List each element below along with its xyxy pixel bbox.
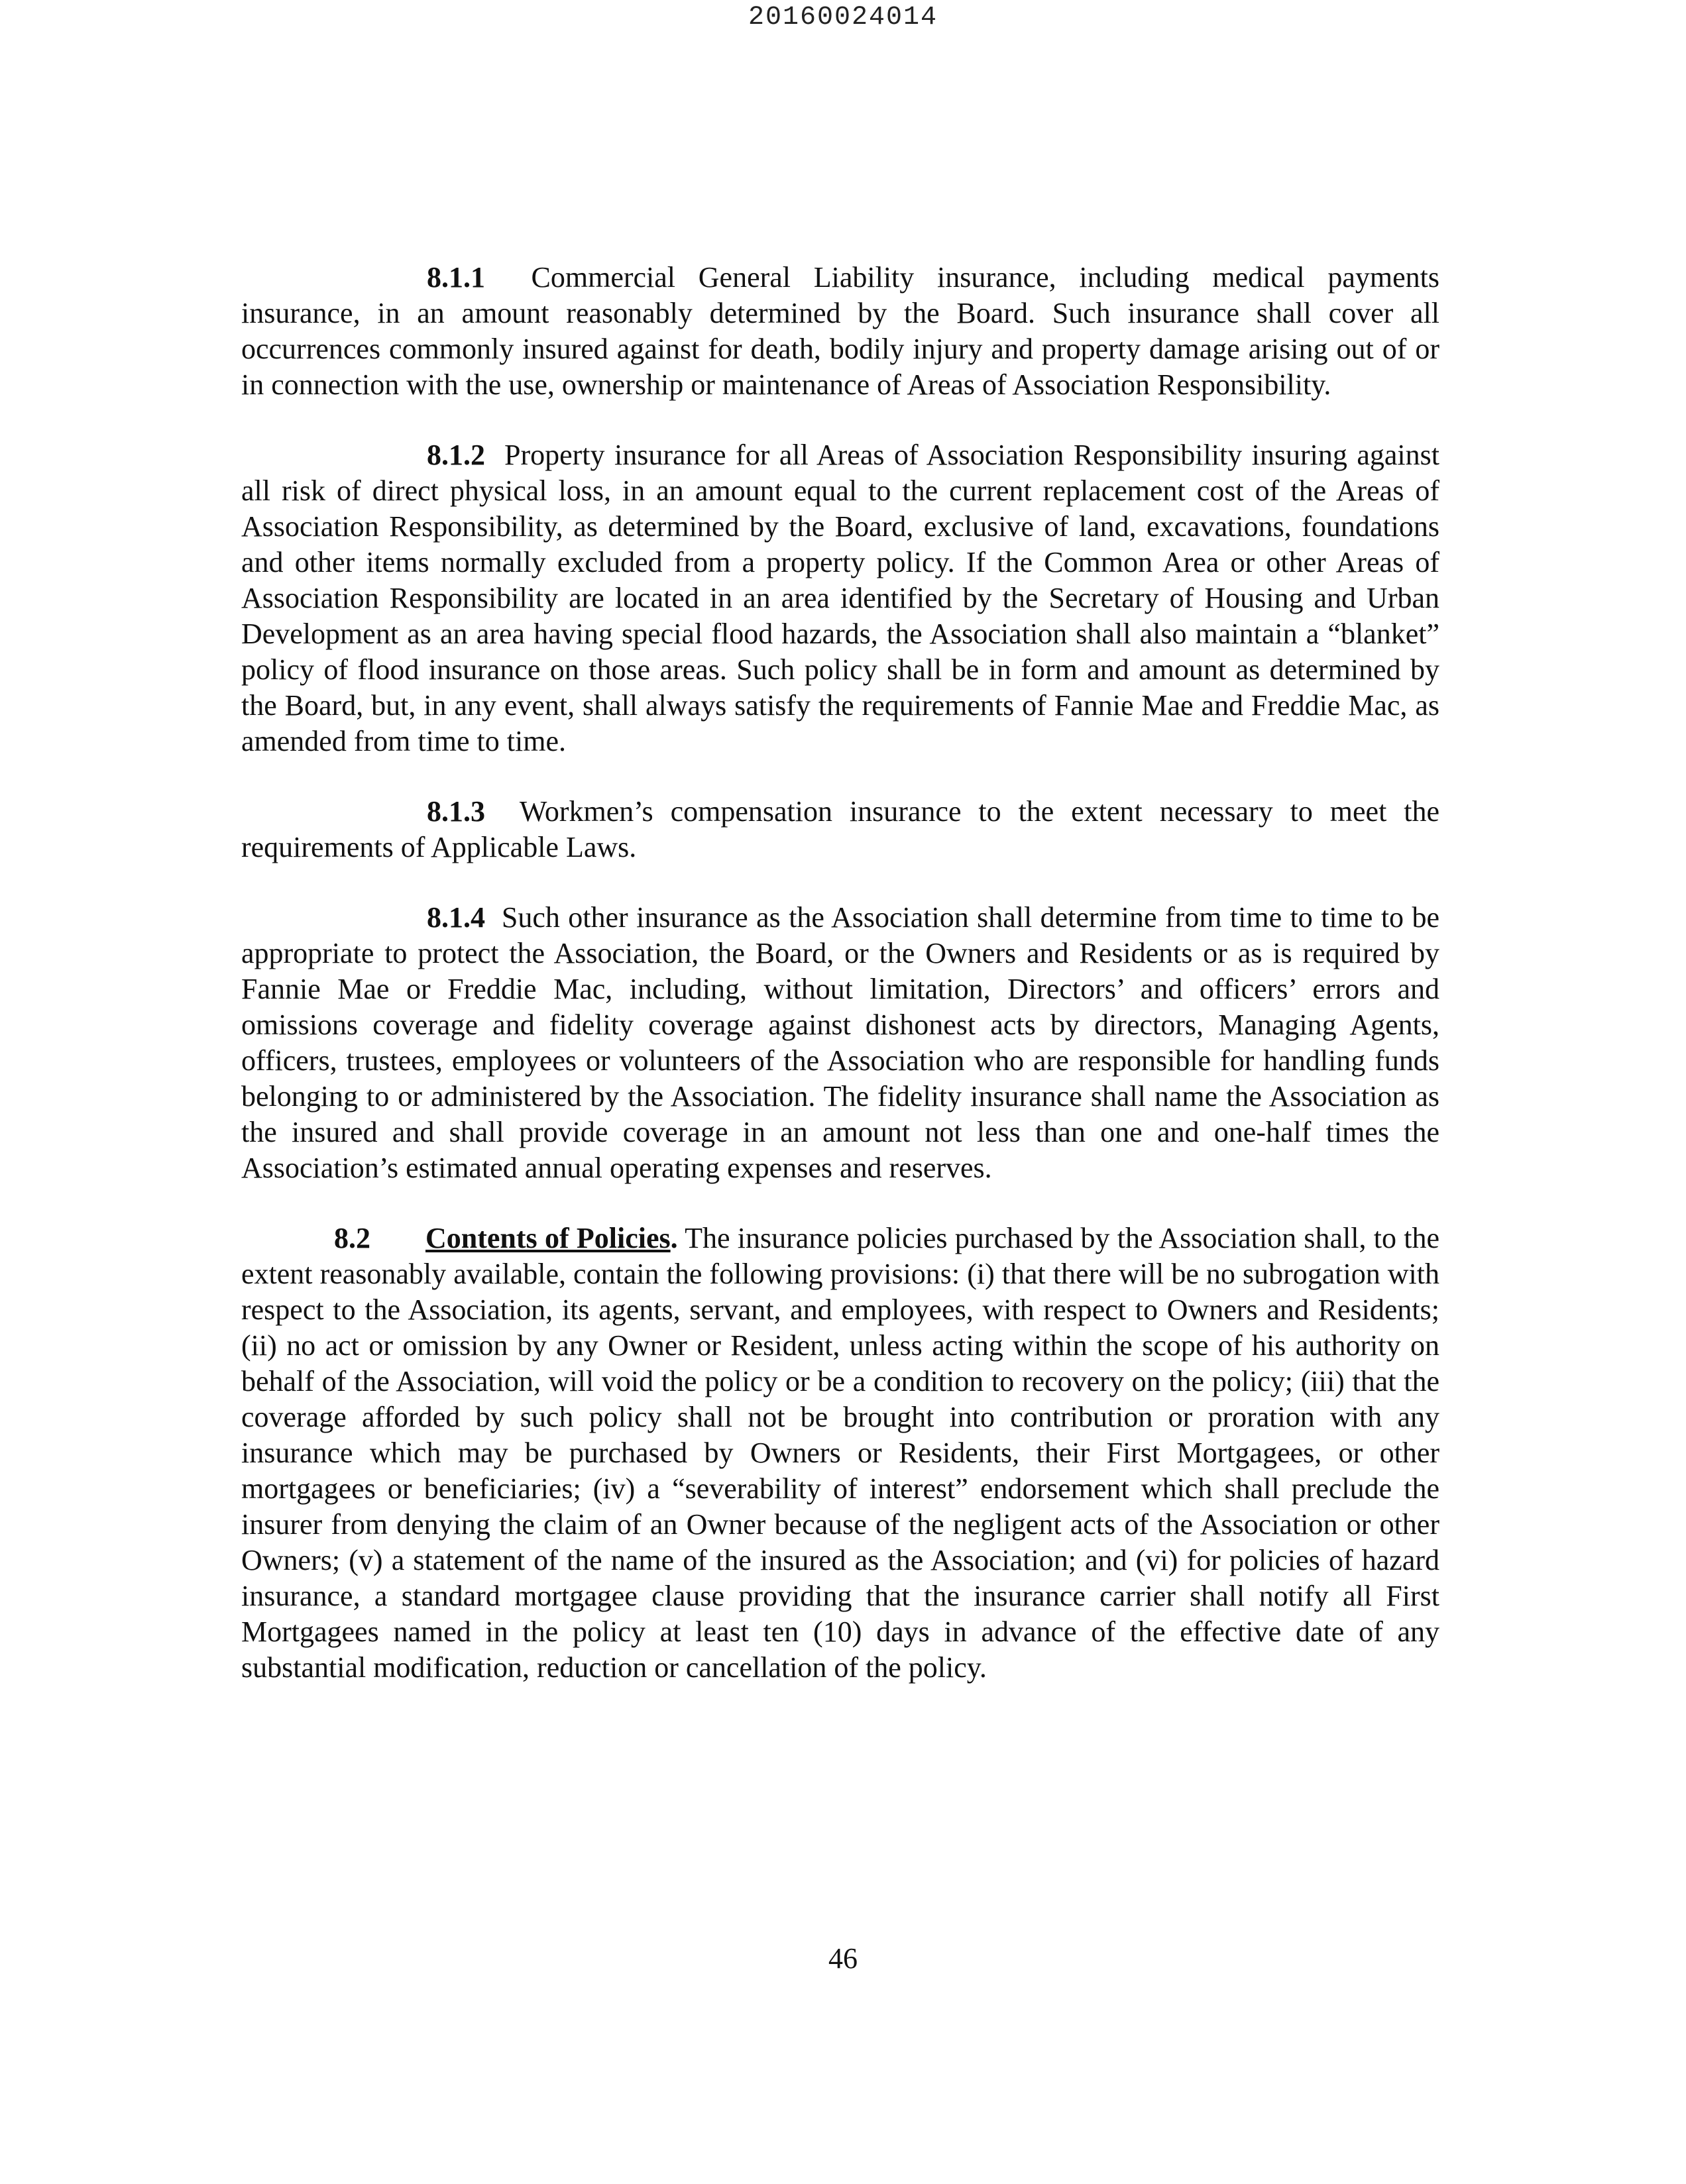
document-body [241, 260, 1439, 1686]
section-text: Property insurance for all Areas of Association Responsibility insuring against all risk of direct physical loss, in an amount equal to the current replacement cost of the Areas of Association Responsibility, as determined by the Board, exclusive of land, excavations, foundations and other items normally excluded from a property policy. If the Common Area or other Areas of Association Responsibility are located in an area identified by the Secretary of Housing and Urban Development as an area having special flood hazards, the Association shall also maintain a “blanket” policy of flood insurance on those areas. Such policy shall be in form and amount as determined by the Board, but, in any event, shall always satisfy the requirements of Fannie Mae and Freddie Mac, as amended from time to time. [241, 439, 1439, 757]
section-text: Workmen’s compensation insurance to the extent necessary to meet the requirements of Applicable Laws. [241, 795, 1439, 863]
section-8-1-3 [241, 794, 1439, 865]
section-number: 8.1.3 [427, 795, 485, 828]
section-8-1-1 [241, 260, 1439, 403]
section-text: The insurance policies purchased by the Association shall, to the extent reasonably available, contain the following provisions: (i) that there will be no subrogation with respect to the Association, its agents, servant, and employees, with respect to Owners and Residents; (ii) no act or omission by any Owner or Resident, unless acting within the scope of his authority on behalf of the Association, will void the policy or be a condition to recovery on the policy; (iii) that the coverage afforded by such policy shall not be brought into contribution or proration with any insurance which may be purchased by Owners or Residents, their First Mortgagees, or other mortgagees or beneficiaries; (iv) a “severability of interest” endorsement which shall preclude the insurer from denying the claim of an Owner because of the negligent acts of the Association or other Owners; (v) a statement of the name of the insured as the Association; and (vi) for policies of hazard insurance, a standard mortgagee clause providing that the insurance carrier shall notify all First Mortgagees named in the policy at least ten (10) days in advance of the effective date of any substantial modification, reduction or cancellation of the policy. [241, 1222, 1440, 1684]
document-number: 20160024014 [748, 3, 938, 32]
page-number: 46 [828, 1942, 858, 1975]
section-8-1-4 [241, 900, 1439, 1186]
section-number: 8.1.2 [427, 439, 485, 471]
section-8-1-2 [241, 437, 1439, 759]
section-8-2 [241, 1221, 1439, 1686]
section-number: 8.1.4 [427, 901, 485, 934]
section-text: Such other insurance as the Association shall determine from time to time to be appropriate to protect the Association, the Board, or the Owners and Residents or as is required by Fannie Mae or Freddie Mac, including, without limitation, Directors’ and officers’ errors and omissions coverage and fidelity coverage against dishonest acts by directors, Managing Agents, officers, trustees, employees or volunteers of the Association who are responsible for handling funds belonging to or administered by the Association. The fidelity insurance shall name the Association as the insured and shall provide coverage in an amount not less than one and one-half times the Association’s estimated annual operating expenses and reserves. [241, 901, 1440, 1184]
section-text: Commercial General Liability insurance, including medical payments insurance, in an amount reasonably determined by the Board. Such insurance shall cover all occurrences commonly insured against for death, bodily injury and property damage arising out of or in connection with the use, ownership or maintenance of Areas of Association Responsibility. [241, 261, 1439, 401]
section-number: 8.2 [334, 1222, 370, 1254]
heading-punctuation: . [670, 1222, 678, 1254]
section-heading: Contents of Policies [425, 1222, 671, 1254]
section-number: 8.1.1 [427, 261, 485, 294]
